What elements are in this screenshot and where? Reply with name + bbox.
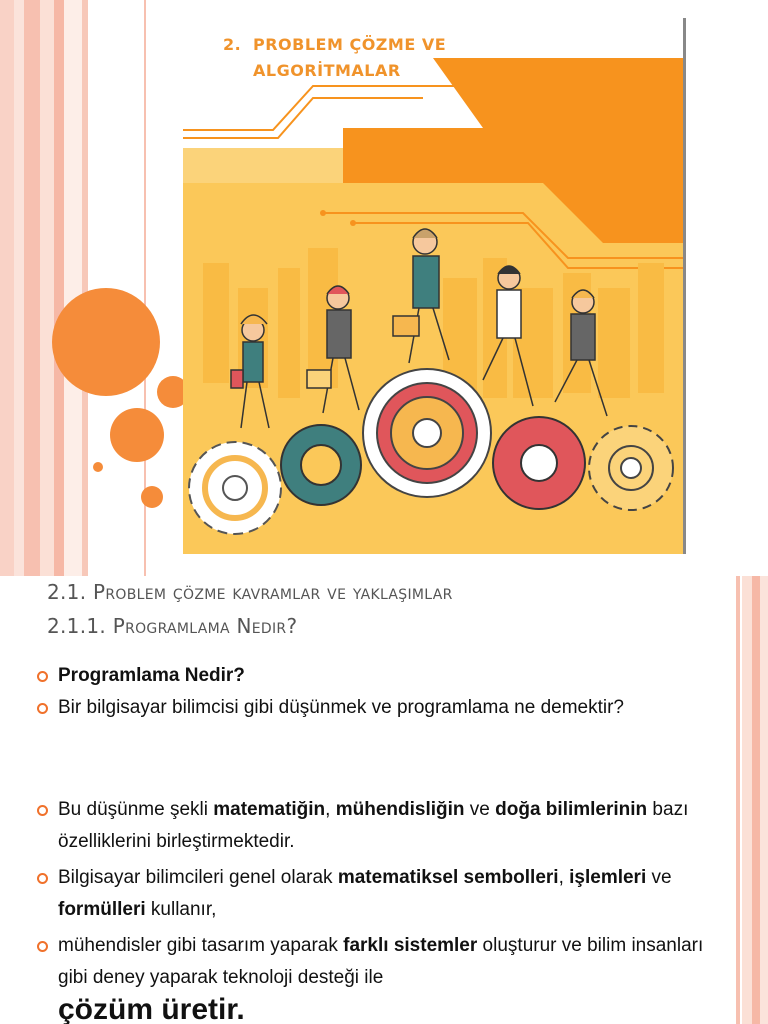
text-run-bold: mühendisliğin: [335, 799, 465, 820]
heading-section: [47, 580, 453, 604]
heading-section-text: Problem çözme kavramlar ve yaklaşımlar: [93, 580, 453, 604]
bullet-text: [30, 794, 710, 858]
decor-stripe: [742, 576, 752, 1024]
heading-section-number: 2.1.: [47, 580, 94, 604]
text-run: kullanır,: [145, 899, 217, 920]
heading-subsection: [47, 614, 297, 638]
text-run: oluşturur ve bilim insanları gibi deney yaparak teknoloji desteği ile: [58, 935, 704, 988]
decor-stripe: [760, 576, 768, 1024]
cover-title-line1: PROBLEM ÇÖZME VE: [253, 35, 447, 54]
cover-illustration: [183, 18, 686, 554]
bullet-text: Bir bilgisayar bilimcisi gibi düşünmek ve programlama ne demektir?: [58, 697, 625, 718]
bullet-item: [30, 794, 710, 858]
slide-content: [0, 576, 768, 1024]
text-run-bold: matematiğin: [213, 799, 326, 820]
bullet-item: [30, 660, 710, 692]
decor-circles: [0, 0, 200, 576]
cover-number: 2.: [223, 35, 242, 54]
text-run: ve: [464, 799, 496, 820]
heading-subsection-text: Programlama Nedir?: [112, 614, 298, 638]
decor-stripe: [736, 576, 740, 1024]
bullet-text: [30, 862, 710, 926]
bullet-item: [30, 692, 710, 724]
text-run-bold: doğa bilimlerinin: [495, 799, 648, 820]
bullet-icon: [37, 805, 48, 816]
bullet-icon: [37, 671, 48, 682]
text-run: Bilgisayar bilimcileri genel olarak: [58, 867, 338, 888]
text-run-large: çözüm üretir.: [58, 993, 245, 1024]
bullet-icon: [37, 941, 48, 952]
text-run: ,: [325, 799, 336, 820]
bullet-icon: [37, 703, 48, 714]
text-run-bold: farklı sistemler: [343, 935, 478, 956]
cover-title-line2: ALGORİTMALAR: [253, 61, 401, 80]
heading-subsection-number: 2.1.1.: [47, 614, 113, 638]
text-run-bold: formülleri: [58, 899, 146, 920]
cover-title: [223, 32, 446, 84]
bullet-icon: [37, 873, 48, 884]
decor-stripe: [752, 576, 760, 1024]
text-run-bold: matematiksel sembolleri: [337, 867, 559, 888]
text-run-bold: işlemleri: [569, 867, 647, 888]
text-run: mühendisler gibi tasarım yaparak: [58, 935, 344, 956]
bullet-item: [30, 930, 710, 1024]
text-run: Bu düşünme şekli: [58, 799, 214, 820]
bullet-item: [30, 862, 710, 926]
text-run: ve: [646, 867, 672, 888]
text-run: ,: [558, 867, 570, 888]
bullet-text: Programlama Nedir?: [58, 665, 245, 686]
bullet-text: [30, 930, 710, 1024]
text-run: bazı özelliklerini birleştirmektedir.: [58, 799, 689, 852]
